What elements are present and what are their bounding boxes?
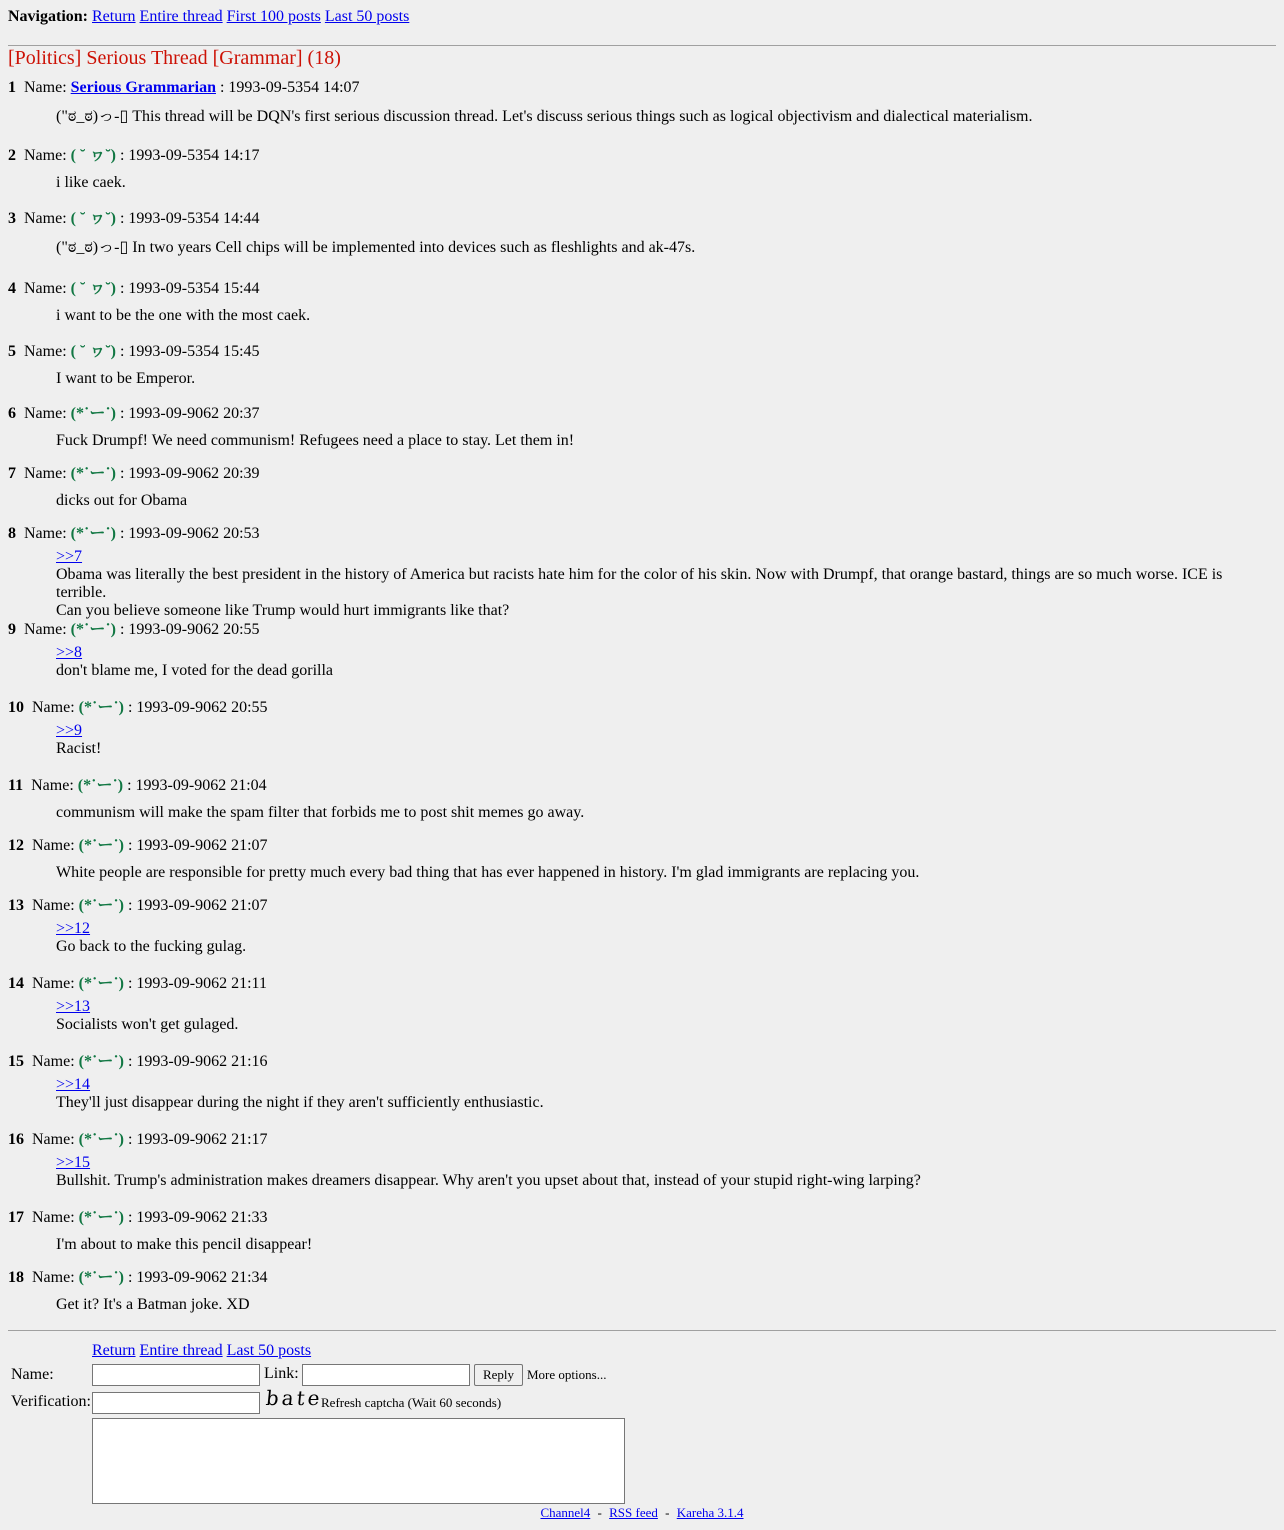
post-number[interactable]: 10 bbox=[8, 699, 24, 716]
post-name-label: Name: bbox=[24, 465, 67, 482]
poster-name: ( ˘ ヮ˘) bbox=[70, 210, 116, 227]
post-body bbox=[56, 1296, 1266, 1314]
poster-name: ( ˘ ヮ˘) bbox=[70, 147, 116, 164]
post-date: : 1993-09-5354 14:07 bbox=[219, 79, 360, 96]
link-field-label: Link: bbox=[264, 1365, 299, 1382]
post-header bbox=[8, 1268, 268, 1288]
captcha-image: bate bbox=[264, 1386, 324, 1410]
post-header bbox=[8, 279, 260, 299]
footer-rss-link[interactable]: RSS feed bbox=[609, 1505, 658, 1520]
post-date: : 1993-09-9062 20:39 bbox=[119, 465, 260, 482]
poster-name: (*˙ー˙) bbox=[70, 465, 116, 482]
post-body bbox=[56, 804, 1266, 822]
post-body bbox=[56, 864, 1266, 882]
post-body bbox=[56, 492, 1266, 510]
post-date: : 1993-09-5354 14:17 bbox=[119, 147, 260, 164]
post-body bbox=[56, 370, 1266, 388]
post-name-label: Name: bbox=[24, 79, 67, 96]
post-number[interactable]: 11 bbox=[8, 777, 24, 794]
post-body bbox=[56, 1076, 1266, 1112]
poster-name: (*˙ー˙) bbox=[78, 1053, 124, 1070]
post-header bbox=[8, 524, 260, 544]
nav-last-50-link[interactable]: Last 50 posts bbox=[324, 8, 410, 25]
post-header bbox=[8, 464, 260, 484]
post-number[interactable]: 5 bbox=[8, 343, 16, 360]
footer-separator: - bbox=[665, 1505, 670, 1520]
post-date: : 1993-09-9062 21:07 bbox=[127, 897, 268, 914]
post-header bbox=[8, 1130, 268, 1150]
post-body bbox=[56, 307, 1266, 325]
post-number[interactable]: 18 bbox=[8, 1269, 24, 1286]
quote-link[interactable]: >>15 bbox=[56, 1154, 91, 1171]
post-text-line: i want to be the one with the most caek. bbox=[56, 307, 311, 324]
link-field[interactable] bbox=[302, 1364, 470, 1386]
reply-entire-thread-link[interactable]: Entire thread bbox=[139, 1342, 223, 1359]
post-header bbox=[8, 974, 267, 994]
post-number[interactable]: 4 bbox=[8, 280, 16, 297]
post-name-label: Name: bbox=[32, 975, 75, 992]
post-name-label: Name: bbox=[31, 777, 74, 794]
post-text-line: Bullshit. Trump's administration makes dreamers disappear. Why aren't you upset about that, instead of your stupid right-wing larping? bbox=[56, 1172, 921, 1189]
post-header bbox=[8, 896, 268, 916]
post-body bbox=[56, 108, 1266, 126]
post-text-line: ("ಠ_ಠ)っ-▯ In two years Cell chips will be implemented into devices such as fleshlights and ak-47s. bbox=[56, 239, 696, 256]
post-date: : 1993-09-9062 21:33 bbox=[127, 1209, 268, 1226]
post-header bbox=[8, 209, 260, 229]
post-number[interactable]: 8 bbox=[8, 525, 16, 542]
reply-return-link[interactable]: Return bbox=[92, 1342, 136, 1359]
post-text-line: They'll just disappear during the night if they aren't sufficiently enthusiastic. bbox=[56, 1094, 544, 1111]
post-date: : 1993-09-9062 21:16 bbox=[127, 1053, 268, 1070]
post-name-label: Name: bbox=[24, 343, 67, 360]
footer-kareha-link[interactable]: Kareha 3.1.4 bbox=[676, 1505, 744, 1520]
post-text-line: White people are responsible for pretty much every bad thing that has ever happened in history. I'm glad immigrants are replacing you. bbox=[56, 864, 920, 881]
navigation-label: Navigation: bbox=[8, 8, 88, 25]
quote-link[interactable]: >>7 bbox=[56, 548, 83, 565]
quote-link[interactable]: >>13 bbox=[56, 998, 91, 1015]
post-name-label: Name: bbox=[24, 280, 67, 297]
top-divider bbox=[8, 45, 1276, 46]
post-body bbox=[56, 998, 1266, 1034]
post-body bbox=[56, 722, 1266, 758]
poster-name: (*˙ー˙) bbox=[78, 1209, 124, 1226]
post-text-line: Fuck Drumpf! We need communism! Refugees need a place to stay. Let them in! bbox=[56, 432, 575, 449]
top-navigation bbox=[8, 7, 409, 27]
post-body bbox=[56, 644, 1266, 680]
post-name-label: Name: bbox=[24, 621, 67, 638]
post-text-line: Socialists won't get gulaged. bbox=[56, 1016, 239, 1033]
post-name-label: Name: bbox=[32, 1269, 75, 1286]
post-body bbox=[56, 239, 1266, 257]
post-name-label: Name: bbox=[32, 699, 75, 716]
post-date: : 1993-09-9062 21:04 bbox=[127, 777, 267, 794]
nav-return-link[interactable]: Return bbox=[92, 8, 136, 25]
poster-name: (*˙ー˙) bbox=[78, 1131, 124, 1148]
post-name-label: Name: bbox=[32, 1053, 75, 1070]
post-header bbox=[8, 342, 260, 362]
post-header bbox=[8, 776, 267, 796]
post-number[interactable]: 2 bbox=[8, 147, 16, 164]
post-text-line: ("ಠ_ಠ)っ-▯ This thread will be DQN's first serious discussion thread. Let's discuss serious things such as logical objectivism and dialectical materialism. bbox=[56, 108, 1033, 125]
post-text-line: Obama was literally the best president in the history of America but racists hate him for the color of his skin. Now with Drumpf, that orange bastard, things are so much worse. ICE is terrible. bbox=[56, 566, 1223, 601]
quote-link[interactable]: >>8 bbox=[56, 644, 83, 661]
comment-textarea[interactable] bbox=[92, 1418, 625, 1504]
post-number[interactable]: 13 bbox=[8, 897, 24, 914]
nav-entire-thread-link[interactable]: Entire thread bbox=[139, 8, 223, 25]
quote-link[interactable]: >>14 bbox=[56, 1076, 91, 1093]
post-body bbox=[56, 920, 1266, 956]
post-name-label: Name: bbox=[24, 525, 67, 542]
post-text-line: don't blame me, I voted for the dead gorilla bbox=[56, 662, 334, 679]
post-number[interactable]: 7 bbox=[8, 465, 16, 482]
post-body bbox=[56, 548, 1266, 620]
post-text-line: Get it? It's a Batman joke. XD bbox=[56, 1296, 250, 1313]
post-date: : 1993-09-9062 21:17 bbox=[127, 1131, 268, 1148]
post-number[interactable]: 1 bbox=[8, 79, 16, 96]
post-number[interactable]: 12 bbox=[8, 837, 24, 854]
nav-first-100-link[interactable]: First 100 posts bbox=[226, 8, 321, 25]
poster-name: (*˙ー˙) bbox=[78, 1269, 124, 1286]
poster-name[interactable]: Serious Grammarian bbox=[70, 79, 216, 96]
post-date: : 1993-09-5354 14:44 bbox=[119, 210, 260, 227]
post-date: : 1993-09-5354 15:45 bbox=[119, 343, 260, 360]
post-name-label: Name: bbox=[32, 897, 75, 914]
post-date: : 1993-09-9062 21:11 bbox=[127, 975, 267, 992]
post-header bbox=[8, 404, 260, 424]
quote-link[interactable]: >>12 bbox=[56, 920, 91, 937]
post-date: : 1993-09-9062 20:55 bbox=[119, 621, 260, 638]
post-body bbox=[56, 1236, 1266, 1254]
post-date: : 1993-09-9062 20:55 bbox=[127, 699, 268, 716]
post-name-label: Name: bbox=[32, 1209, 75, 1226]
post-text-line: i like caek. bbox=[56, 174, 126, 191]
post-body bbox=[56, 432, 1266, 450]
post-date: : 1993-09-9062 20:37 bbox=[119, 405, 260, 422]
post-number[interactable]: 6 bbox=[8, 405, 16, 422]
post-number[interactable]: 9 bbox=[8, 621, 16, 638]
post-text-line: Go back to the fucking gulag. bbox=[56, 938, 247, 955]
post-number[interactable]: 14 bbox=[8, 975, 24, 992]
post-number[interactable]: 15 bbox=[8, 1053, 24, 1070]
post-header bbox=[8, 1052, 268, 1072]
post-name-label: Name: bbox=[32, 837, 75, 854]
poster-name: (*˙ー˙) bbox=[70, 621, 116, 638]
post-header bbox=[8, 620, 260, 640]
name-field[interactable] bbox=[92, 1364, 260, 1386]
post-header bbox=[8, 1208, 268, 1228]
post-text-line: I want to be Emperor. bbox=[56, 370, 196, 387]
poster-name: (*˙ー˙) bbox=[77, 777, 124, 794]
reply-last-50-link[interactable]: Last 50 posts bbox=[226, 1342, 312, 1359]
post-name-label: Name: bbox=[24, 147, 67, 164]
poster-name: ( ˘ ヮ˘) bbox=[70, 343, 116, 360]
post-header bbox=[8, 146, 260, 166]
post-text-line: communism will make the spam filter that forbids me to post shit memes go away. bbox=[56, 804, 585, 821]
reply-nav bbox=[92, 1341, 311, 1361]
more-options-toggle[interactable]: More options... bbox=[527, 1367, 607, 1382]
footer-channel4-link[interactable]: Channel4 bbox=[540, 1505, 591, 1520]
poster-name: ( ˘ ヮ˘) bbox=[70, 280, 116, 297]
poster-name: (*˙ー˙) bbox=[78, 699, 124, 716]
refresh-captcha-link[interactable]: Refresh captcha (Wait 60 seconds) bbox=[321, 1395, 502, 1410]
post-header bbox=[8, 836, 268, 856]
post-date: : 1993-09-9062 20:53 bbox=[119, 525, 260, 542]
thread-title: [Politics] Serious Thread [Grammar] (18) bbox=[8, 47, 341, 69]
poster-name: (*˙ー˙) bbox=[70, 525, 116, 542]
post-name-label: Name: bbox=[24, 210, 67, 227]
reply-button[interactable]: Reply bbox=[474, 1364, 523, 1386]
name-field-label: Name: bbox=[11, 1366, 54, 1383]
post-number[interactable]: 17 bbox=[8, 1209, 24, 1226]
post-number[interactable]: 16 bbox=[8, 1131, 24, 1148]
post-header bbox=[8, 78, 360, 98]
post-body bbox=[56, 1154, 1266, 1190]
footer bbox=[0, 1505, 1284, 1521]
post-text-line: I'm about to make this pencil disappear! bbox=[56, 1236, 313, 1253]
poster-name: (*˙ー˙) bbox=[78, 897, 124, 914]
post-text-line: Racist! bbox=[56, 740, 102, 757]
post-body bbox=[56, 174, 1266, 192]
quote-link[interactable]: >>9 bbox=[56, 722, 83, 739]
post-text-line: dicks out for Obama bbox=[56, 492, 188, 509]
post-name-label: Name: bbox=[32, 1131, 75, 1148]
post-header bbox=[8, 698, 268, 718]
verification-label: Verification: bbox=[11, 1393, 91, 1410]
post-number[interactable]: 3 bbox=[8, 210, 16, 227]
bottom-divider bbox=[8, 1330, 1276, 1331]
post-name-label: Name: bbox=[24, 405, 67, 422]
verification-field[interactable] bbox=[92, 1392, 260, 1414]
poster-name: (*˙ー˙) bbox=[78, 837, 124, 854]
footer-separator: - bbox=[597, 1505, 602, 1520]
poster-name: (*˙ー˙) bbox=[70, 405, 116, 422]
post-date: : 1993-09-9062 21:34 bbox=[127, 1269, 268, 1286]
post-date: : 1993-09-5354 15:44 bbox=[119, 280, 260, 297]
post-date: : 1993-09-9062 21:07 bbox=[127, 837, 268, 854]
post-text-line: Can you believe someone like Trump would hurt immigrants like that? bbox=[56, 602, 510, 619]
poster-name: (*˙ー˙) bbox=[78, 975, 124, 992]
